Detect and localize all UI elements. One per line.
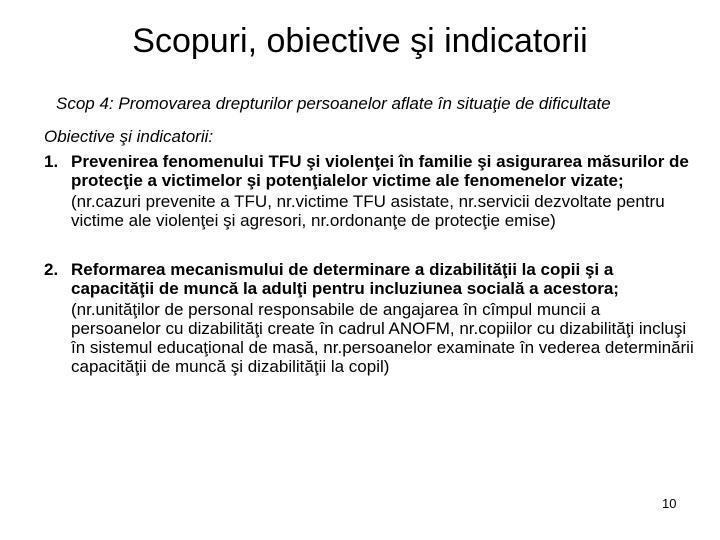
objective-title: Reformarea mecanismului de determinare a dizabilităţii la copii şi a capacităţii de muncă la adulţi pentru incluziunea socială a acestora;: [71, 260, 619, 298]
slide-title: Scopuri, obiective şi indicatorii: [132, 22, 588, 60]
objective-item-2: [44, 260, 694, 376]
objective-item-1: [44, 152, 694, 230]
objective-indicators: (nr.cazuri prevenite a TFU, nr.victime TFU asistate, nr.servicii dezvoltate pentru victime ale violenţei şi agresori, nr.ordonanţe de protecţie emise): [71, 192, 665, 230]
objective-indicators: (nr.unităţilor de personal responsabile de angajarea în cîmpul muncii a persoanelor cu dizabilităţi create în cadrul ANOFM, nr.copiilor cu dizabilităţi incluşi în sistemul educaţional de masă, nr.persoanelor examinate în vederea determinării capacităţii de muncă şi dizabilităţii la copil): [71, 300, 694, 376]
objectives-list: [44, 152, 694, 376]
objective-number: 1.: [44, 152, 59, 171]
objective-number: 2.: [44, 260, 59, 279]
goal-statement: Scop 4: Promovarea drepturilor persoanelor aflate în situaţie de dificultate: [56, 94, 611, 113]
page-number: 10: [662, 496, 677, 511]
objectives-heading: Obiective şi indicatorii:: [44, 127, 214, 146]
objective-title: Prevenirea fenomenului TFU şi violenţei în familie şi asigurarea măsurilor de protecţie a victimelor şi potenţialelor victime ale fenomenelor vizate;: [71, 152, 689, 190]
